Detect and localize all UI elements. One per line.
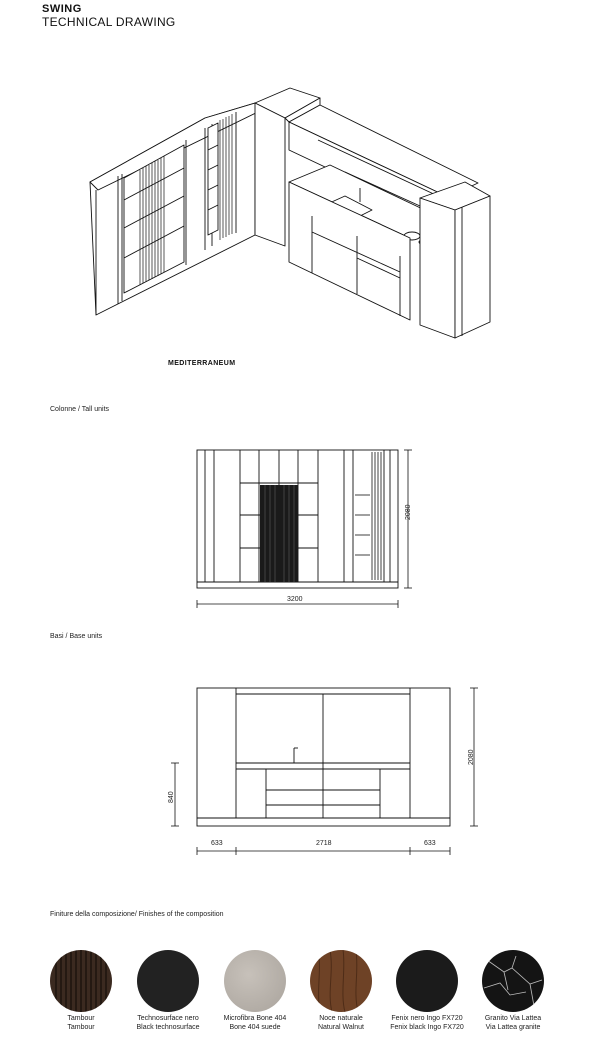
base-units-title: Basi / Base units <box>50 633 103 640</box>
finish-label-5: Fenix nero Ingo FX720 Fenix black Ingo FX720 <box>390 1015 464 1031</box>
base-width-center: 2718 <box>316 840 332 847</box>
tall-width-dim: 3200 <box>287 596 303 603</box>
brand-title: SWING <box>42 3 82 15</box>
finish-label-1: Tambour Tambour <box>67 1015 95 1031</box>
tall-units-title: Colonne / Tall units <box>50 406 110 413</box>
finish-label-4: Noce naturale Natural Walnut <box>317 1015 365 1031</box>
tall-height-dim: 2080 <box>405 504 412 520</box>
drawing-subtitle: TECHNICAL DRAWING <box>42 15 176 29</box>
swatch-walnut <box>310 950 372 1012</box>
finish-label-6: Granito Via Lattea Via Lattea granite <box>484 1015 542 1031</box>
iso-caption: MEDITERRANEUM <box>168 360 236 367</box>
base-width-left: 633 <box>211 840 223 847</box>
swatch-black-technosurface <box>137 950 199 1012</box>
swatch-tambour <box>50 950 112 1012</box>
swatch-via-lattea-granite <box>482 950 544 1012</box>
swatch-fenix-black <box>396 950 458 1012</box>
base-height-dim: 2080 <box>468 749 475 765</box>
swatch-bone-suede <box>224 950 286 1012</box>
finishes-title: Finiture della composizione/ Finishes of the composition <box>50 911 224 918</box>
tall-tambour-fill <box>260 485 298 582</box>
finish-label-2: Technosurface nero Black technosurface <box>136 1015 200 1031</box>
finish-label-3: Microfibra Bone 404 Bone 404 suede <box>223 1015 287 1031</box>
isometric-drawing <box>0 0 600 360</box>
base-width-right: 633 <box>424 840 436 847</box>
base-counter-dim: 840 <box>168 791 175 803</box>
